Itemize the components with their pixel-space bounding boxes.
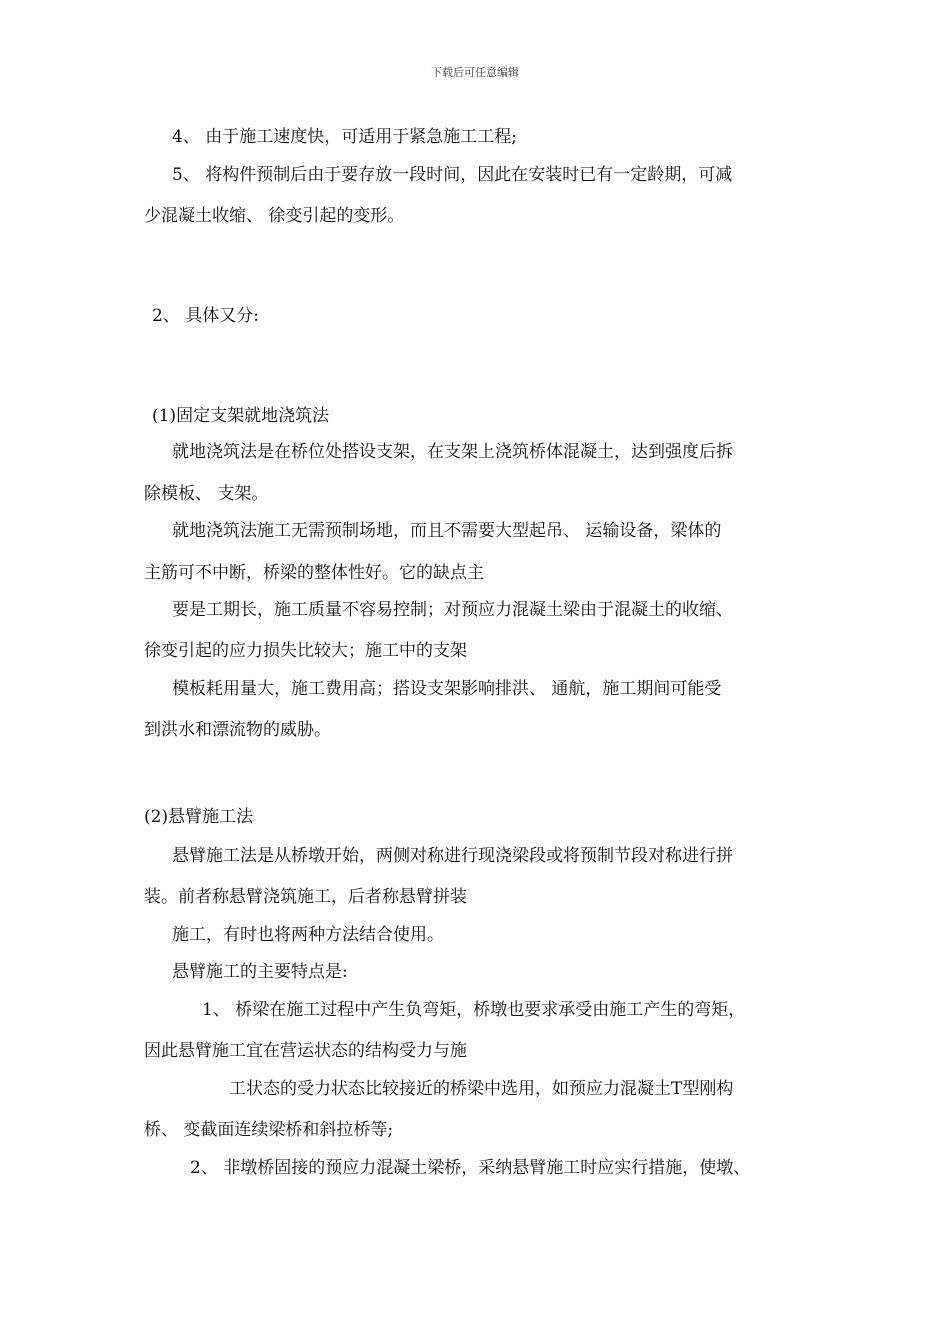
paragraph-line: 施工，有时也将两种方法结合使用。 [172,925,444,945]
paragraph-line: 工状态的受力状态比较接近的桥梁中选用，如预应力混凝土T型刚构 [229,1079,734,1099]
paragraph-line: 徐变引起的应力损失比较大；施工中的支架 [144,641,467,661]
paragraph-line: 悬臂施工的主要特点是: [172,962,348,982]
paragraph-line: 到洪水和漂流物的威胁。 [144,720,331,740]
paragraph-line: 桥、 变截面连续梁桥和斜拉桥等; [144,1120,394,1140]
page-header: 下载后可任意编辑 [431,66,519,79]
paragraph-line: 因此悬臂施工宜在营运状态的结构受力与施 [144,1041,467,1061]
subsection-heading: (1)固定支架就地浇筑法 [152,406,330,426]
paragraph-line: 就地浇筑法是在桥位处搭设支架，在支架上浇筑桥体混凝土，达到强度后拆 [172,442,733,462]
section-heading: 2、 具体又分: [152,306,259,326]
paragraph-line: 1、 桥梁在施工过程中产生负弯矩，桥墩也要求承受由施工产生的弯矩， [202,1000,746,1020]
paragraph-line: 除模板、 支架。 [144,484,269,504]
paragraph-line: 主筋可不中断，桥梁的整体性好。它的缺点主 [144,563,484,583]
paragraph-line: 要是工期长，施工质量不容易控制；对预应力混凝土梁由于混凝土的收缩、 [172,600,733,620]
subsection-heading: (2)悬臂施工法 [144,807,254,827]
paragraph-line: 模板耗用量大，施工费用高；搭设支架影响排洪、 通航，施工期间可能受 [172,679,722,699]
paragraph-line: 悬臂施工法是从桥墩开始，两侧对称进行现浇梁段或将预制节段对称进行拼 [172,846,733,866]
paragraph-line: 5、 将构件预制后由于要存放一段时间，因此在安装时已有一定龄期，可减 [172,165,733,185]
paragraph-line: 少混凝土收缩、 徐变引起的变形。 [144,206,405,226]
paragraph-line: 4、 由于施工速度快，可适用于紧急施工工程; [172,127,517,147]
paragraph-line: 就地浇筑法施工无需预制场地，而且不需要大型起吊、 运输设备，梁体的 [172,521,722,541]
paragraph-line: 2、 非墩桥固接的预应力混凝土梁桥，采纳悬臂施工时应实行措施，使墩、 [190,1158,751,1178]
paragraph-line: 装。前者称悬臂浇筑施工，后者称悬臂拼装 [144,887,467,907]
